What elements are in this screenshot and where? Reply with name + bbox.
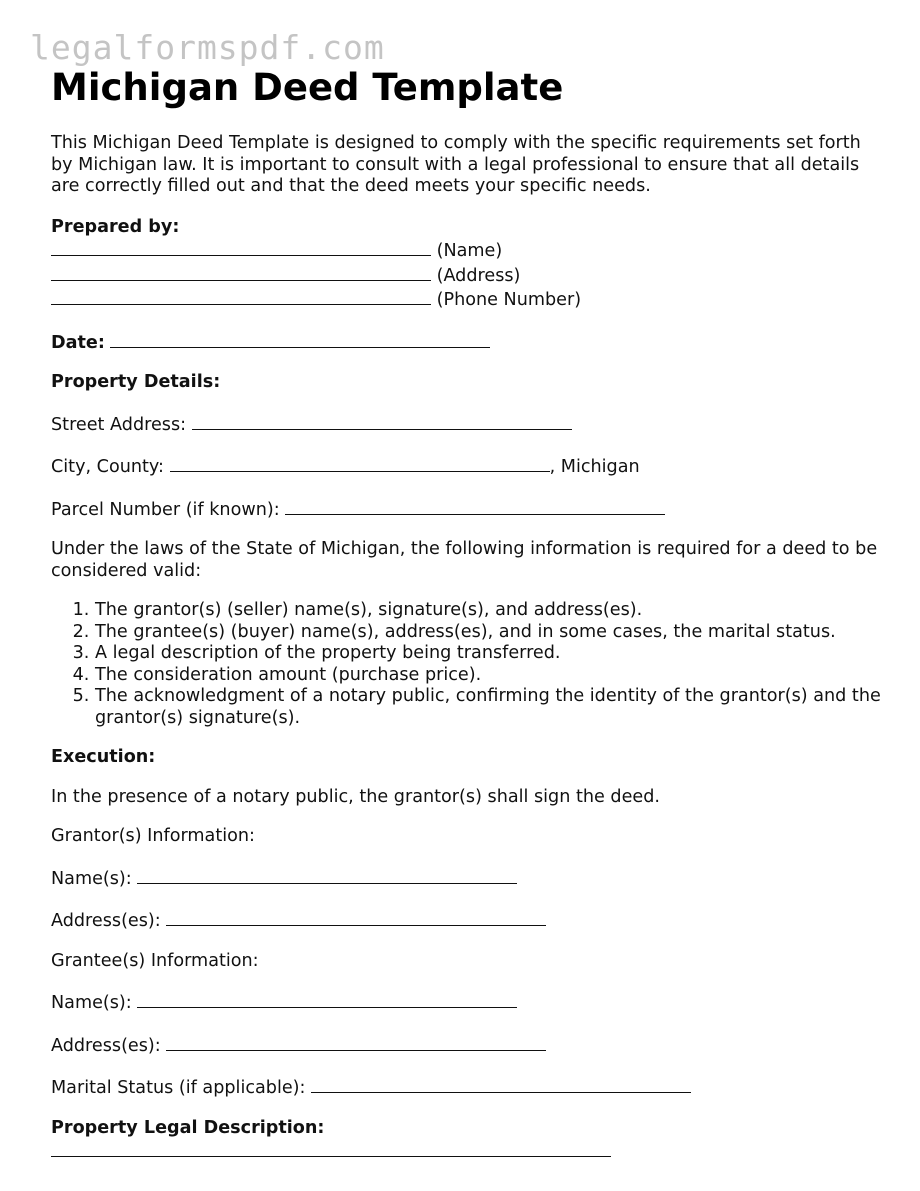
grantee-name-line <box>51 990 881 1015</box>
prepared-by-name-field[interactable] <box>51 238 431 256</box>
list-item: 1. The grantor(s) (seller) name(s), signature(s), and address(es). <box>95 600 881 622</box>
document-title: Michigan Deed Template <box>51 66 564 109</box>
grantor-address-label: Address(es): <box>51 911 161 931</box>
grantor-name-label: Name(s): <box>51 868 132 889</box>
prepared-by-address-line <box>51 263 881 288</box>
requirements-list <box>51 600 881 729</box>
prepared-by-label: Prepared by: <box>51 216 180 237</box>
city-county-line <box>51 454 881 479</box>
marital-status-label: Marital Status (if applicable): <box>51 1078 306 1098</box>
list-item: 5. The acknowledgment of a notary public, confirming the identity of the grantor(s) and the grantor(s) signature(s). <box>95 686 881 729</box>
date-field[interactable] <box>110 330 490 348</box>
city-county-label: City, County: <box>51 457 164 477</box>
grantor-address-line <box>51 908 881 933</box>
grantee-address-label: Address(es): <box>51 1035 161 1056</box>
watermark: legalformspdf.com <box>30 28 385 67</box>
street-address-line <box>51 412 881 437</box>
legal-description-heading: Property Legal Description: <box>51 1117 325 1138</box>
requirements-intro: Under the laws of the State of Michigan, the following information is required for a deed to be considered valid: <box>51 539 878 581</box>
grantor-name-field[interactable] <box>137 866 517 884</box>
grantor-name-line <box>51 866 881 891</box>
execution-text: In the presence of a notary public, the grantor(s) shall sign the deed. <box>51 786 661 807</box>
date-label: Date: <box>51 332 105 353</box>
list-item: 2. The grantee(s) (buyer) name(s), address(es), and in some cases, the marital status. <box>95 622 881 644</box>
document-page <box>51 65 881 1164</box>
list-item: 4. The consideration amount (purchase price). <box>95 665 881 687</box>
execution-heading: Execution: <box>51 747 156 767</box>
date-line <box>51 330 881 355</box>
street-address-label: Street Address: <box>51 414 187 435</box>
grantee-address-line <box>51 1033 881 1058</box>
prepared-by-phone-field[interactable] <box>51 287 431 305</box>
city-county-field[interactable] <box>170 454 550 472</box>
grantee-heading: Grantee(s) Information: <box>51 950 259 971</box>
legal-description-field[interactable] <box>51 1139 611 1157</box>
property-details-heading: Property Details: <box>51 372 221 392</box>
prepared-by-address-field[interactable] <box>51 263 431 281</box>
parcel-number-field[interactable] <box>285 497 665 515</box>
parcel-number-label: Parcel Number (if known): <box>51 499 280 520</box>
marital-status-field[interactable] <box>311 1075 691 1093</box>
name-hint: (Name) <box>436 241 503 261</box>
grantee-name-label: Name(s): <box>51 993 132 1013</box>
phone-hint: (Phone Number) <box>436 290 582 310</box>
legal-description-line <box>51 1139 881 1164</box>
grantee-address-field[interactable] <box>166 1033 546 1051</box>
marital-status-line <box>51 1075 881 1100</box>
grantee-name-field[interactable] <box>137 990 517 1008</box>
street-address-field[interactable] <box>192 412 572 430</box>
address-hint: (Address) <box>436 265 521 286</box>
grantor-address-field[interactable] <box>166 908 546 926</box>
parcel-number-line <box>51 497 881 522</box>
prepared-by-phone-line <box>51 287 881 312</box>
intro-paragraph: This Michigan Deed Template is designed to comply with the specific requirements set forth by Michigan law. It is important to consult with a legal professional to ensure that all details are correctly filled out and that the deed meets your specific needs. <box>51 133 861 196</box>
list-item: 3. A legal description of the property being transferred. <box>95 643 881 665</box>
prepared-by-name-line <box>51 238 881 263</box>
city-suffix: , Michigan <box>549 457 640 477</box>
grantor-heading: Grantor(s) Information: <box>51 826 255 846</box>
